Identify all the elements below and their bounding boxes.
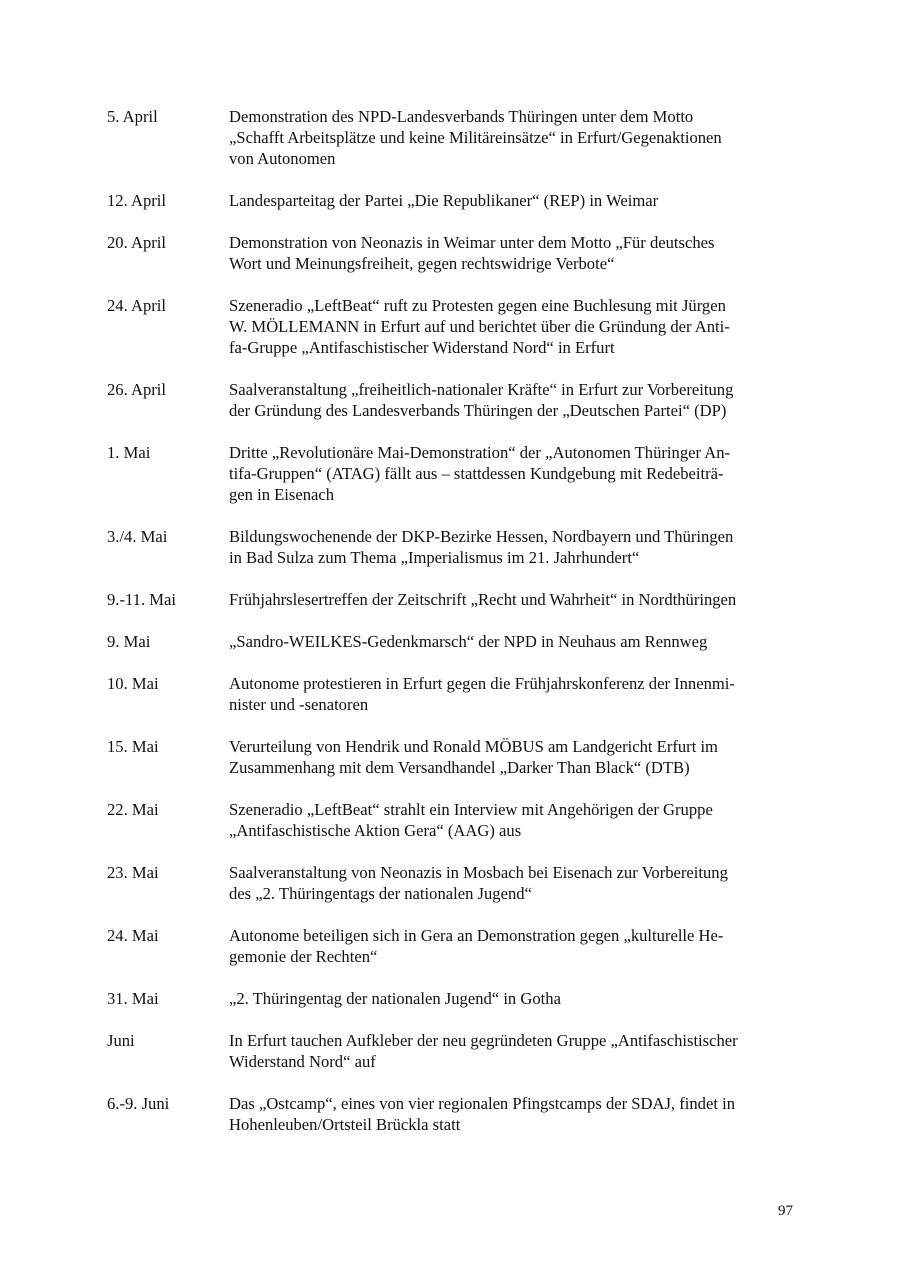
entry-description-line: In Erfurt tauchen Aufkleber der neu gegründeten Gruppe „Antifaschistischer <box>229 1031 738 1050</box>
entry-date: 31. Mai <box>107 989 159 1008</box>
entry-date: 1. Mai <box>107 443 151 462</box>
entry-date: 20. April <box>107 233 167 252</box>
chronology-entry <box>107 862 797 904</box>
entry-description-line: des „2. Thüringentags der nationalen Jugend“ <box>229 884 532 903</box>
entry-description <box>229 673 797 715</box>
entry-date: 5. April <box>107 107 158 126</box>
entry-description-line: Zusammenhang mit dem Versandhandel „Darker Than Black“ (DTB) <box>229 758 690 777</box>
entry-description-line: Landesparteitag der Partei „Die Republikaner“ (REP) in Weimar <box>229 191 659 210</box>
chronology-entry <box>107 1093 797 1135</box>
entry-description-line: Autonome beteiligen sich in Gera an Demonstration gegen „kulturelle He- <box>229 926 724 945</box>
entry-date: 26. April <box>107 380 167 399</box>
entry-description <box>229 526 797 568</box>
chronology-entry <box>107 673 797 715</box>
entry-description-line: „Antifaschistische Aktion Gera“ (AAG) aus <box>229 821 522 840</box>
entry-description-line: „Sandro-WEILKES-Gedenkmarsch“ der NPD in Neuhaus am Rennweg <box>229 632 708 651</box>
entry-date: 3./4. Mai <box>107 527 168 546</box>
entry-description <box>229 442 797 505</box>
chronology-entry <box>107 631 797 652</box>
entry-description-line: Szeneradio „LeftBeat“ strahlt ein Interview mit Angehörigen der Gruppe <box>229 800 713 819</box>
entry-description-line: der Gründung des Landesverbands Thüringen der „Deutschen Partei“ (DP) <box>229 401 727 420</box>
entry-description-line: Saalveranstaltung „freiheitlich-nationaler Kräfte“ in Erfurt zur Vorbereitung <box>229 380 734 399</box>
entry-description-line: „Schafft Arbeitsplätze und keine Militäreinsätze“ in Erfurt/Gegenaktionen <box>229 128 722 147</box>
entry-description <box>229 379 797 421</box>
chronology-entry <box>107 106 797 169</box>
entry-description-line: Widerstand Nord“ auf <box>229 1052 376 1071</box>
chronology-entry <box>107 799 797 841</box>
entry-description-line: Hohenleuben/Ortsteil Brückla statt <box>229 1115 461 1134</box>
entry-description-line: W. MÖLLEMANN in Erfurt auf und berichtet über die Gründung der Anti- <box>229 317 730 336</box>
entry-description <box>229 106 797 169</box>
entry-description-line: „2. Thüringentag der nationalen Jugend“ in Gotha <box>229 989 561 1008</box>
entry-date: 9.-11. Mai <box>107 590 176 609</box>
entry-description <box>229 190 797 211</box>
chronology-entry <box>107 1030 797 1072</box>
entry-description <box>229 736 797 778</box>
entry-description-line: Saalveranstaltung von Neonazis in Mosbach bei Eisenach zur Vorbereitung <box>229 863 728 882</box>
chronology-entry <box>107 526 797 568</box>
page-number: 97 <box>778 1203 793 1219</box>
entry-date: 10. Mai <box>107 674 159 693</box>
entry-description-line: Frühjahrslesertreffen der Zeitschrift „Recht und Wahrheit“ in Nordthüringen <box>229 590 737 609</box>
chronology-entry <box>107 295 797 358</box>
entry-date: 24. April <box>107 296 167 315</box>
entry-description <box>229 631 797 652</box>
entry-description <box>229 1030 797 1072</box>
entry-description <box>229 925 797 967</box>
entry-description <box>229 295 797 358</box>
entry-description-line: Wort und Meinungsfreiheit, gegen rechtswidrige Verbote“ <box>229 254 615 273</box>
entry-description <box>229 1093 797 1135</box>
entry-description-line: Dritte „Revolutionäre Mai-Demonstration“ der „Autonomen Thüringer An- <box>229 443 731 462</box>
chronology-entry <box>107 232 797 274</box>
entry-date: Juni <box>107 1031 135 1050</box>
entry-description <box>229 862 797 904</box>
entry-description-line: von Autonomen <box>229 149 336 168</box>
entry-date: 15. Mai <box>107 737 159 756</box>
chronology-entry <box>107 379 797 421</box>
entry-description <box>229 232 797 274</box>
entry-description-line: fa-Gruppe „Antifaschistischer Widerstand Nord“ in Erfurt <box>229 338 615 357</box>
entry-description-line: in Bad Sulza zum Thema „Imperialismus im 21. Jahrhundert“ <box>229 548 640 567</box>
entry-date: 24. Mai <box>107 926 159 945</box>
chronology-entry <box>107 589 797 610</box>
entry-date: 22. Mai <box>107 800 159 819</box>
entry-description-line: tifa-Gruppen“ (ATAG) fällt aus – stattdessen Kundgebung mit Redebeiträ- <box>229 464 724 483</box>
entry-description-line: Das „Ostcamp“, eines von vier regionalen Pfingstcamps der SDAJ, findet in <box>229 1094 735 1113</box>
entry-date: 9. Mai <box>107 632 151 651</box>
chronology-entry <box>107 925 797 967</box>
entry-description-line: gemonie der Rechten“ <box>229 947 378 966</box>
chronology-entry <box>107 736 797 778</box>
entry-date: 23. Mai <box>107 863 159 882</box>
entry-description-line: Autonome protestieren in Erfurt gegen die Frühjahrskonferenz der Innenmi- <box>229 674 735 693</box>
chronology-entry <box>107 442 797 505</box>
chronology-entry <box>107 988 797 1009</box>
entry-description-line: Verurteilung von Hendrik und Ronald MÖBUS am Landgericht Erfurt im <box>229 737 718 756</box>
entry-description-line: Demonstration von Neonazis in Weimar unter dem Motto „Für deutsches <box>229 233 715 252</box>
entry-description-line: gen in Eisenach <box>229 485 335 504</box>
entry-description <box>229 589 797 610</box>
chronology-entry <box>107 190 797 211</box>
entry-description-line: Szeneradio „LeftBeat“ ruft zu Protesten gegen eine Buchlesung mit Jürgen <box>229 296 726 315</box>
entry-date: 12. April <box>107 191 167 210</box>
entry-description <box>229 988 797 1009</box>
entry-description-line: Demonstration des NPD-Landesverbands Thüringen unter dem Motto <box>229 107 694 126</box>
entry-description-line: nister und -senatoren <box>229 695 369 714</box>
chronology-list <box>107 106 797 1156</box>
entry-description-line: Bildungswochenende der DKP-Bezirke Hessen, Nordbayern und Thüringen <box>229 527 734 546</box>
entry-description <box>229 799 797 841</box>
entry-date: 6.-9. Juni <box>107 1094 170 1113</box>
